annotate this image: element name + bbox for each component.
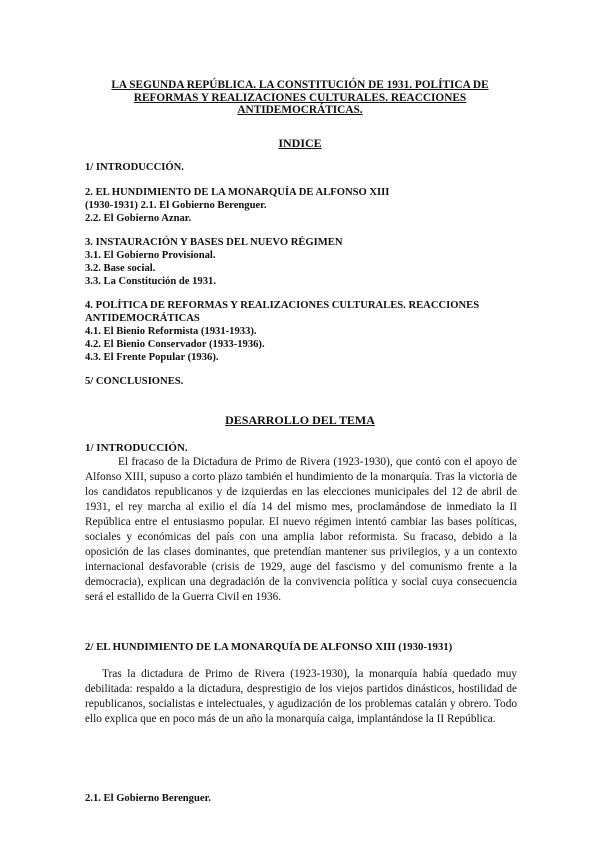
toc-entry: 3. INSTAURACIÓN Y BASES DEL NUEVO RÉGIMEN [85,237,343,248]
toc-section-4 [85,299,525,364]
section-2-paragraph: Tras la dictadura de Primo de Rivera (1923-1930), la monarquía había quedado muy debilitada: respaldo a la dictadura, desprestigio de los viejos partidos dinásticos, hostilidad de republicanos, socialistas e intelectuales, y agudización de los problemas catalán y obrero. Todo ello explica que en poco más de un año la monarquía caiga, implantándose la II República. [85,668,517,725]
development-heading: DESARROLLO DEL TEMA [225,413,375,427]
toc-entry: 5/ CONCLUSIONES. [85,376,184,387]
toc-entry: (1930-1931) 2.1. El Gobierno Berenguer. [85,200,267,211]
toc-entry: 3.3. La Constitución de 1931. [85,276,216,287]
toc-section-1 [85,161,525,174]
toc-section-2 [85,186,525,225]
toc-entry: 2. EL HUNDIMIENTO DE LA MONARQUÍA DE ALFONSO XIII [85,187,390,198]
toc-entry: 3.2. Base social. [85,263,156,274]
title-line: LA SEGUNDA REPÚBLICA. LA CONSTITUCIÓN DE 1931. POLÍTICA DE [111,79,489,91]
table-of-contents [85,161,525,399]
toc-entry: 4. POLÍTICA DE REFORMAS Y REALIZACIONES CULTURALES. REACCIONES [85,300,480,311]
toc-entry: 4.3. El Frente Popular (1936). [85,352,219,363]
title-line: REFORMAS Y REALIZACIONES CULTURALES. REACCIONES [133,91,467,104]
subsection-2-1-heading: 2.1. El Gobierno Berenguer. [85,793,211,804]
toc-entry: 2.2. El Gobierno Aznar. [85,213,192,224]
toc-entry: ANTIDEMOCRÁTICAS [85,313,200,324]
toc-entry: 4.2. El Bienio Conservador (1933-1936). [85,339,265,350]
toc-entry: 4.1. El Bienio Reformista (1931-1933). [85,326,257,337]
toc-section-3 [85,236,525,288]
toc-section-5 [85,375,525,388]
document-title [95,79,505,117]
index-heading: INDICE [278,136,322,150]
title-line: ANTIDEMOCRÁTICAS. [237,104,363,116]
toc-entry: 1/ INTRODUCCIÓN. [85,162,184,173]
section-1-heading: 1/ INTRODUCCIÓN. [85,442,188,454]
toc-entry: 3.1. El Gobierno Provisional. [85,250,216,261]
section-2-heading: 2/ EL HUNDIMIENTO DE LA MONARQUÍA DE ALFONSO XIII (1930-1931) [85,641,453,653]
section-1-paragraph: El fracaso de la Dictadura de Primo de Rivera (1923-1930), que contó con el apoyo de Alfonso XIII, supuso a corto plazo también el hundimiento de la monarquía. Tras la victoria de los candidatos republicanos y de izquierdas en las elecciones municipales del 12 de abril de 1931, el rey marcha al exilio el día 14 del mismo mes, proclamándose de inmediato la II República entre el entusiasmo popular. El nuevo régimen intentó cambiar las bases políticas, sociales y económicas del país con una amplia labor reformista. Su fracaso, debido a la oposición de las clases dominantes, que pretendían mantener sus privilegios, y a un contexto internacional desfavorable (crisis de 1929, auge del fascismo y del comunismo frente a la democracia), explican una degradación de la convivencia política y social cuya consecuencia será el estallido de la Guerra Civil en 1936. [85,456,517,603]
